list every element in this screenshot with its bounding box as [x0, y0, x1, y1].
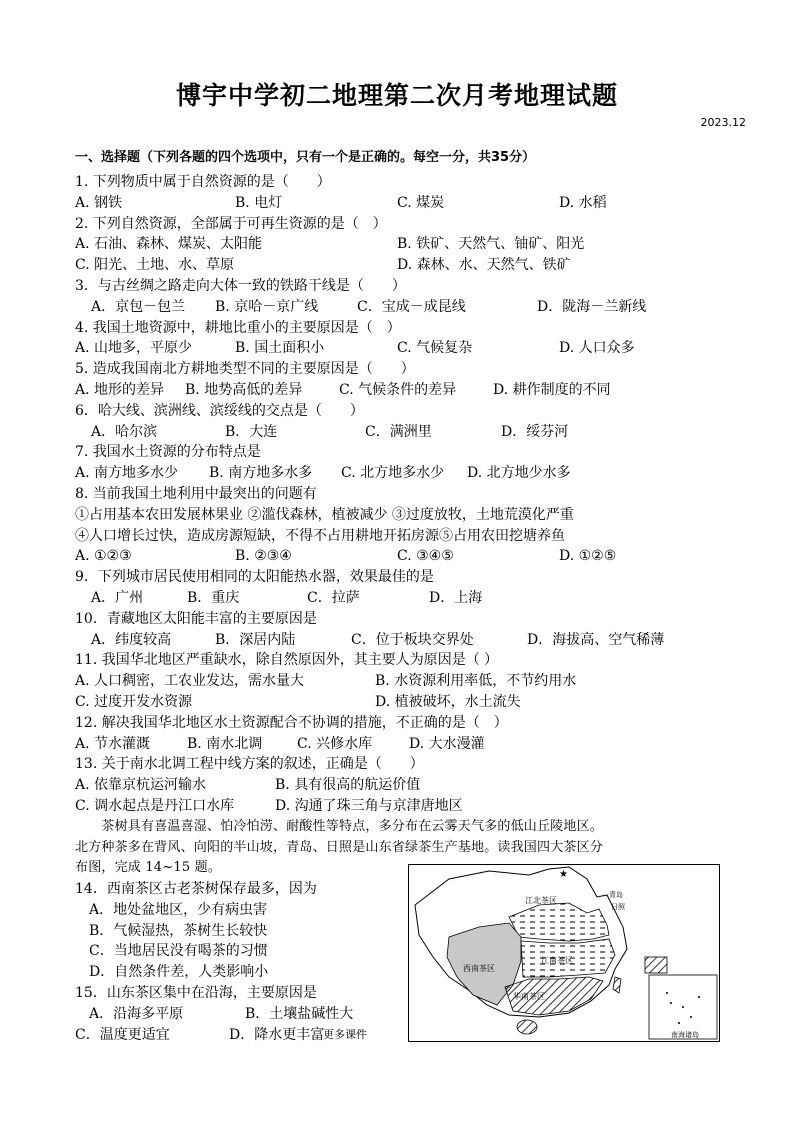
label-qingdao: 青岛 — [609, 891, 623, 899]
question-9-stem: 9．下列城市居民使用相同的太阳能热水器，效果最佳的是 — [75, 569, 434, 586]
option[interactable]: A．广州 — [91, 589, 144, 606]
option[interactable]: A．纬度较高 — [91, 631, 172, 648]
option[interactable]: B. 国土面积小 — [235, 340, 325, 357]
option[interactable]: C．满洲里 — [365, 423, 432, 440]
option[interactable]: C. ③④⑤ — [397, 548, 454, 565]
option[interactable]: D. 北方地少水多 — [467, 465, 571, 482]
option[interactable]: A. 依靠京杭运河输水 — [75, 777, 207, 794]
option[interactable]: B. 电灯 — [235, 194, 283, 211]
option[interactable]: C．温度更适宜 — [75, 1026, 170, 1043]
hainan-island — [517, 1020, 537, 1034]
question-11-options-row2 — [75, 692, 725, 713]
label-huanan: 华南茶区 — [513, 992, 545, 1001]
option[interactable]: C．宝成－成昆线 — [357, 298, 466, 315]
option[interactable]: D. ①②⑤ — [559, 548, 617, 565]
question-8-stem: 8. 当前我国土地利用中最突出的问题有 — [75, 485, 317, 502]
option[interactable]: C. 调水起点是丹江口水库 — [75, 797, 235, 814]
option[interactable]: C. 阳光、土地、水、草原 — [75, 257, 235, 274]
question-8-item-line1: ①占用基本农田发展林果业 ②滥伐森林，植被减少 ③过度放牧，土地荒漠化严重 — [75, 506, 574, 523]
option[interactable]: A. 钢铁 — [75, 194, 123, 211]
option[interactable]: A. ①②③ — [75, 548, 132, 565]
option[interactable]: A．沿海多平原 — [89, 1005, 184, 1022]
question-8-options — [75, 546, 725, 567]
label-jiangbei: 江北茶区 — [525, 896, 557, 905]
option[interactable]: B．土壤盐碱性大 — [245, 1005, 354, 1022]
page-title: 博宇中学初二地理第二次月考地理试题 — [175, 81, 618, 110]
question-3-options — [75, 297, 725, 318]
option[interactable]: B. 具有很高的航运价值 — [275, 777, 421, 794]
option[interactable]: B．气候湿热，茶树生长较快 — [89, 922, 268, 939]
option[interactable]: B．重庆 — [187, 589, 240, 606]
question-12-stem: 12. 解决我国华北地区水土资源配合不协调的措施，不正确的是（ ） — [75, 714, 508, 731]
option[interactable]: B. 地势高低的差异 — [185, 381, 303, 398]
option[interactable]: A. 人口稠密，工农业发达，需水量大 — [75, 673, 305, 690]
option[interactable]: D. 水稻 — [559, 194, 607, 211]
option[interactable]: B. 铁矿、天然气、铀矿、阳光 — [397, 236, 585, 253]
passage-line-3: 布图，完成 14~15 题。 — [75, 860, 222, 876]
section-heading: 一、选择题（下列各题的四个选项中，只有一个是正确的。每空一分，共35分） — [75, 150, 536, 165]
label-jiangnan: 江南茶区 — [541, 956, 573, 965]
option[interactable]: D．陇海－兰新线 — [537, 298, 647, 315]
option[interactable]: B. 水资源利用率低，不节约用水 — [375, 673, 577, 690]
option[interactable]: D. 森林、水、天然气、铁矿 — [397, 257, 571, 274]
option[interactable]: C. 北方地多水少 — [341, 465, 445, 482]
question-6-stem: 6．哈大线、滨洲线、滨绥线的交点是（ ） — [75, 402, 364, 419]
option[interactable]: A. 石油、森林、煤炭、太阳能 — [75, 236, 263, 253]
option[interactable]: B. 南方地多水多 — [209, 465, 313, 482]
question-7-options — [75, 463, 725, 484]
option[interactable]: A．京包－包兰 — [91, 298, 186, 315]
option[interactable]: D．降水更丰富 — [229, 1026, 325, 1043]
question-11-options-row1 — [75, 671, 725, 692]
option[interactable]: C. 煤炭 — [397, 194, 445, 211]
option[interactable]: D. 大水漫灌 — [409, 735, 485, 752]
legend-hatch-swatch — [645, 957, 667, 973]
question-14-stem: 14．西南茶区古老茶树保存最多，因为 — [75, 881, 317, 898]
label-rizhao: 日照 — [611, 903, 625, 911]
option[interactable]: B. 南水北调 — [187, 735, 263, 752]
option[interactable]: A．哈尔滨 — [91, 423, 158, 440]
passage-line-2: 北方种茶多在背风、向阳的半山坡，青岛、日照是山东省绿茶生产基地。读我国四大茶区分 — [75, 839, 604, 855]
label-xinan: 西南茶区 — [463, 964, 495, 973]
passage-line-1: 茶树具有喜温喜湿、怕冷怕涝、耐酸性等特点，多分布在云雾天气多的低山丘陵地区。 — [75, 818, 604, 834]
option[interactable]: C. 兴修水库 — [297, 735, 373, 752]
option[interactable]: D. 人口众多 — [559, 340, 635, 357]
option[interactable]: C．拉萨 — [307, 589, 360, 606]
question-2-options-row1 — [75, 234, 725, 255]
watermark-text: 更多课件 — [323, 1027, 367, 1041]
option[interactable]: D．海拔高、空气稀薄 — [527, 631, 665, 648]
option[interactable]: C. 气候条件的差异 — [339, 381, 457, 398]
question-13-stem: 13. 关于南水北调工程中线方案的叙述，正确是（ ） — [75, 756, 424, 773]
option[interactable]: A. 地形的差异 — [75, 381, 165, 398]
option[interactable]: B．深居内陆 — [215, 631, 296, 648]
option[interactable]: D. 沟通了珠三角与京津唐地区 — [275, 797, 463, 814]
option[interactable]: A．地处盆地区，少有病虫害 — [89, 901, 268, 918]
question-12-options — [75, 734, 725, 755]
question-5-stem: 5. 造成我国南北方耕地类型不同的主要原因是（ ） — [75, 361, 415, 378]
option[interactable]: D. 植被破坏，水土流失 — [375, 693, 521, 710]
question-3-stem: 3．与古丝绸之路走向大体一致的铁路干线是（ ） — [75, 277, 406, 294]
question-2-stem: 2. 下列自然资源，全部属于可再生资源的是（ ） — [75, 215, 387, 232]
option[interactable]: A. 节水灌溉 — [75, 735, 151, 752]
question-1-stem: 1. 下列物质中属于自然资源的是（ ） — [75, 174, 331, 190]
option[interactable]: A. 南方地多水少 — [75, 465, 179, 482]
label-nanhai: 南海诸岛 — [671, 1031, 699, 1039]
tea-regions-map — [408, 864, 720, 1042]
taiwan-island — [613, 977, 621, 993]
option[interactable]: C. 过度开发水资源 — [75, 693, 193, 710]
option[interactable]: D．绥芬河 — [501, 423, 569, 440]
capital-star-icon: ★ — [559, 869, 568, 880]
question-1-options — [75, 193, 725, 214]
question-13-options-row1 — [75, 775, 725, 796]
option[interactable]: D．上海 — [429, 589, 483, 606]
option[interactable]: D．自然条件差，人类影响小 — [89, 964, 269, 981]
question-4-stem: 4. 我国土地资源中，耕地比重小的主要原因是（ ） — [75, 319, 401, 336]
option[interactable]: C. 气候复杂 — [397, 340, 473, 357]
option[interactable]: B. ②③④ — [235, 548, 292, 565]
question-2-options-row2 — [75, 255, 725, 276]
option[interactable]: C．当地居民没有喝茶的习惯 — [89, 943, 268, 960]
tea-map-graphic — [409, 865, 719, 1041]
question-8-item-line2: ④人口增长过快，造成房源短缺，不得不占用耕地开拓房源⑤占用农田挖塘养鱼 — [75, 527, 565, 544]
question-5-options — [75, 380, 725, 401]
question-15-stem: 15．山东茶区集中在沿海，主要原因是 — [75, 985, 317, 1002]
option[interactable]: C．位于板块交界处 — [351, 631, 474, 648]
question-7-stem: 7. 我国水土资源的分布特点是 — [75, 444, 261, 461]
question-6-options — [75, 422, 725, 443]
option[interactable]: A. 山地多，平原少 — [75, 340, 193, 357]
question-9-options — [75, 588, 725, 609]
question-13-options-row2 — [75, 796, 725, 817]
option[interactable]: B．大连 — [225, 423, 278, 440]
question-10-options — [75, 630, 725, 651]
exam-date: 2023.12 — [700, 116, 746, 129]
option[interactable]: D. 耕作制度的不同 — [493, 381, 611, 398]
question-10-stem: 10．青藏地区太阳能丰富的主要原因是 — [75, 610, 317, 627]
question-11-stem: 11. 我国华北地区严重缺水，除自然原因外，其主要人为原因是（ ） — [75, 652, 499, 669]
question-4-options — [75, 338, 725, 359]
option[interactable]: B. 京哈－京广线 — [215, 298, 319, 315]
